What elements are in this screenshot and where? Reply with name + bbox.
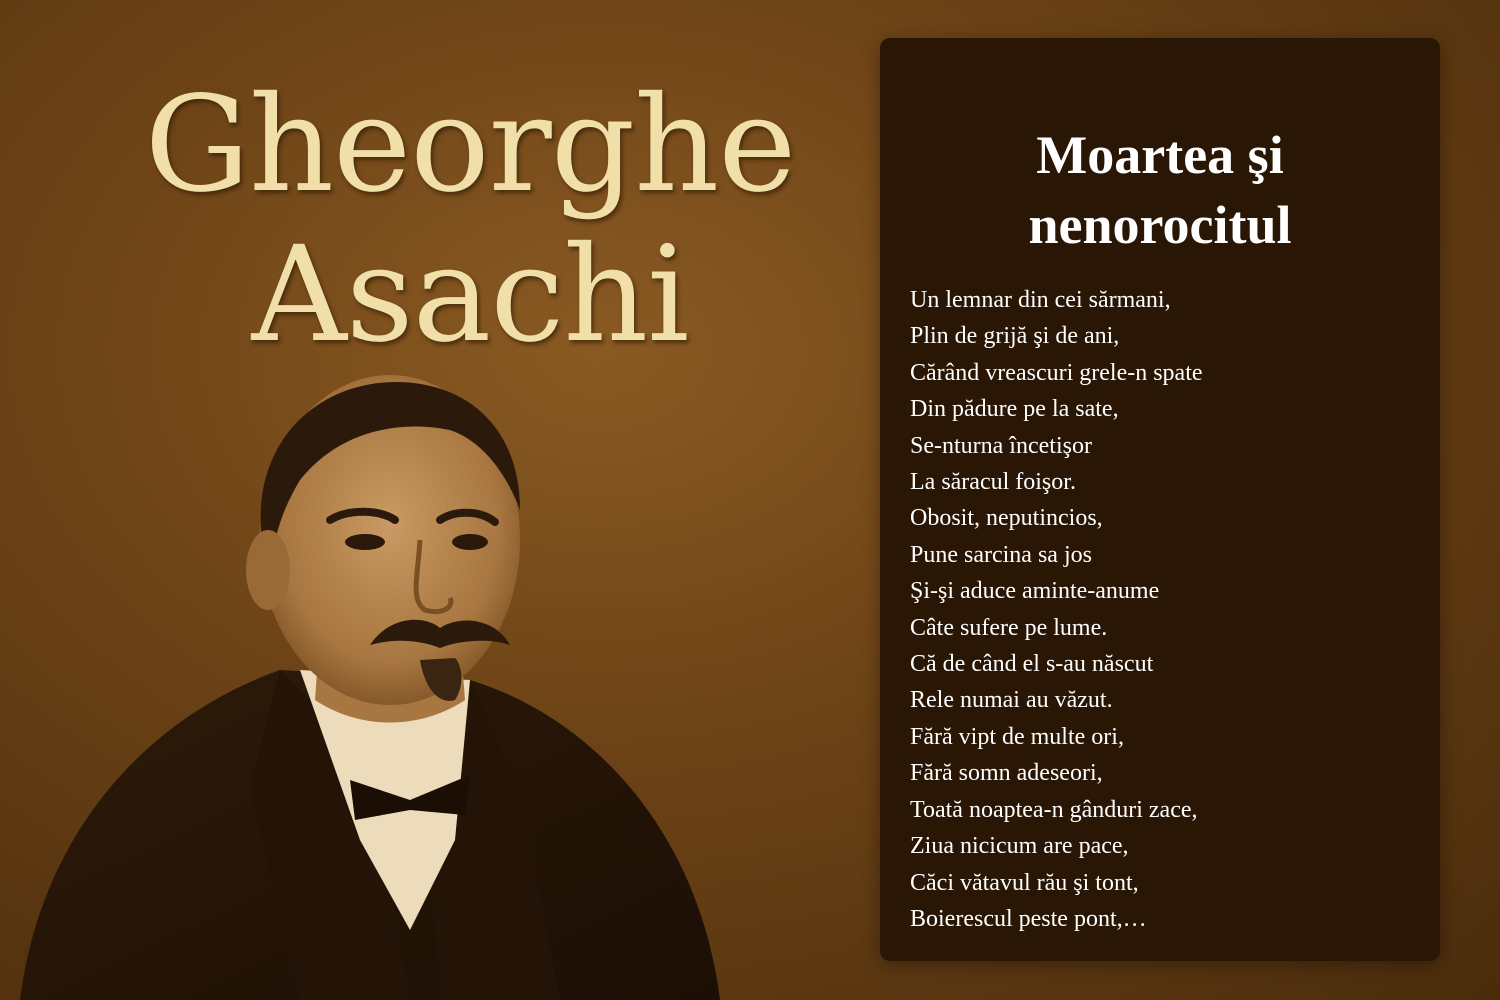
poem-line: Că de când el s-au născut — [910, 651, 1154, 678]
poem-line: Fără somn adeseori, — [910, 760, 1103, 787]
poem-line: Pune sarcina sa jos — [910, 541, 1092, 568]
poem-line: Câte sufere pe lume. — [910, 614, 1108, 641]
poem-line: Şi-şi aduce aminte-anume — [910, 578, 1160, 605]
poem-line: La săracul foişor. — [910, 469, 1076, 496]
author-name — [100, 70, 840, 370]
portrait-illustration — [0, 370, 870, 1000]
author-first-name: Gheorghe — [144, 68, 796, 222]
author-last-name: Asachi — [251, 218, 689, 372]
poem-line: Un lemnar din cei sărmani, — [910, 287, 1171, 313]
poem-line: Cărând vreascuri grele-n spate — [910, 359, 1203, 386]
poem-title-line1: Moartea şi — [1036, 125, 1284, 185]
poem-line: Obosit, neputincios, — [910, 505, 1103, 532]
poem-title — [880, 120, 1440, 260]
poem-line: Din pădure pe la sate, — [910, 396, 1119, 423]
poem-line: Toată noaptea-n gânduri zace, — [910, 796, 1198, 823]
poem-line: Se-nturna încetişor — [910, 432, 1092, 459]
poem-line: Plin de grijă şi de ani, — [910, 323, 1120, 350]
poem-lines — [910, 282, 1440, 937]
poem-line: Ziua nicicum are pace, — [910, 833, 1129, 860]
poem-line: Căci vătavul rău şi tont, — [910, 869, 1139, 896]
poem-title-line2: nenorocitul — [1028, 195, 1292, 255]
poem-line: Boierescul peste pont,… — [910, 905, 1147, 932]
poem-line: Fără vipt de multe ori, — [910, 723, 1124, 750]
poem-line: Rele numai au văzut. — [910, 687, 1113, 714]
poem-panel — [880, 38, 1440, 961]
